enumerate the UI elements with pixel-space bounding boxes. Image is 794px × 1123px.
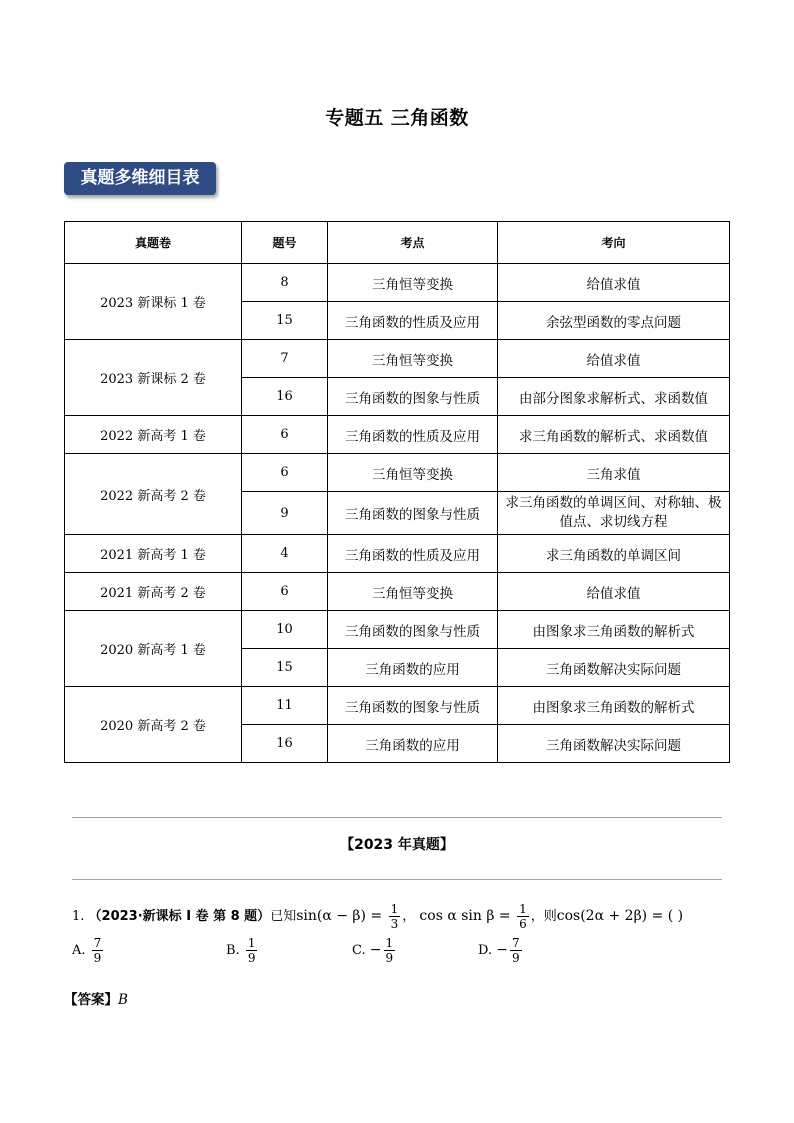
topic-cell: 三角函数的图象与性质 (328, 611, 498, 649)
question-number-cell: 4 (242, 535, 328, 573)
question-number-cell: 15 (242, 649, 328, 687)
direction-cell: 求三角函数的单调区间 (498, 535, 730, 573)
topic-cell: 三角函数的图象与性质 (328, 378, 498, 416)
topic-cell: 三角函数的应用 (328, 649, 498, 687)
question-number-cell: 16 (242, 725, 328, 763)
table-row (65, 573, 730, 611)
paper-cell: 2021 新高考 1 卷 (65, 535, 242, 573)
question-1 (72, 902, 683, 931)
table-row (65, 687, 730, 725)
topic-cell: 三角函数的图象与性质 (328, 687, 498, 725)
question-number-cell: 15 (242, 302, 328, 340)
math-expression: cos α sin β = (419, 908, 516, 924)
table-row (65, 340, 730, 378)
topic-cell: 三角恒等变换 (328, 340, 498, 378)
paper-cell: 2020 新高考 2 卷 (65, 687, 242, 763)
exam-table (64, 221, 730, 763)
question-number-cell: 6 (242, 454, 328, 492)
option-b: B. $\frac{1}{9}$ (226, 936, 256, 965)
topic-cell: 三角恒等变换 (328, 573, 498, 611)
topic-cell: 三角函数的图象与性质 (328, 492, 498, 535)
table-header: 考向 (498, 222, 730, 264)
page-title: 专题五 三角函数 (325, 107, 469, 129)
table-row (65, 535, 730, 573)
table-header: 考点 (328, 222, 498, 264)
table-row (65, 264, 730, 302)
direction-cell: 三角函数解决实际问题 (498, 649, 730, 687)
topic-cell: 三角函数的性质及应用 (328, 416, 498, 454)
direction-cell: 给值求值 (498, 573, 730, 611)
direction-cell: 给值求值 (498, 340, 730, 378)
direction-cell: 给值求值 (498, 264, 730, 302)
paper-cell: 2023 新课标 2 卷 (65, 340, 242, 416)
table-header-row (65, 222, 730, 264)
table-header: 真题卷 (65, 222, 242, 264)
math-expression: cos(2α + 2β) = ( ) (556, 908, 684, 924)
direction-cell: 三角函数解决实际问题 (498, 725, 730, 763)
section-heading: 【2023 年真题】 (340, 837, 454, 853)
direction-cell: 由图象求三角函数的解析式 (498, 611, 730, 649)
topic-cell: 三角函数的应用 (328, 725, 498, 763)
direction-cell: 求三角函数的单调区间、对称轴、极值点、求切线方程 (498, 492, 730, 535)
table-header: 题号 (242, 222, 328, 264)
divider-bottom (72, 879, 722, 880)
fraction: $\frac{1}{3}$ (390, 902, 399, 931)
direction-cell: 余弦型函数的零点问题 (498, 302, 730, 340)
divider-top (72, 817, 722, 818)
table-row (65, 416, 730, 454)
fraction: $\frac{7}{9}$ (93, 936, 102, 965)
option-a: A. $\frac{7}{9}$ (72, 936, 102, 965)
question-number: 1. (72, 909, 85, 924)
answer-value: B (118, 992, 128, 1008)
topic-cell: 三角函数的性质及应用 (328, 535, 498, 573)
math-expression: sin(α − β) = (296, 908, 387, 924)
paper-cell: 2022 新高考 1 卷 (65, 416, 242, 454)
paper-cell: 2023 新课标 1 卷 (65, 264, 242, 340)
fraction: $\frac{1}{6}$ (519, 902, 527, 931)
question-number-cell: 9 (242, 492, 328, 535)
direction-cell: 由部分图象求解析式、求函数值 (498, 378, 730, 416)
paper-cell: 2022 新高考 2 卷 (65, 454, 242, 535)
topic-cell: 三角恒等变换 (328, 454, 498, 492)
question-number-cell: 6 (242, 416, 328, 454)
question-source: （2023·新课标 I 卷 第 8 题） (88, 909, 271, 924)
direction-cell: 求三角函数的解析式、求函数值 (498, 416, 730, 454)
fraction: $\frac{1}{9}$ (385, 936, 394, 965)
direction-cell: 三角求值 (498, 454, 730, 492)
paper-cell: 2021 新高考 2 卷 (65, 573, 242, 611)
separator: ， (402, 909, 416, 924)
fraction: $\frac{7}{9}$ (511, 936, 520, 965)
question-number-cell: 7 (242, 340, 328, 378)
question-number-cell: 10 (242, 611, 328, 649)
question-then: ，则 (530, 909, 557, 924)
direction-cell: 由图象求三角函数的解析式 (498, 687, 730, 725)
table-row (65, 454, 730, 492)
table-row (65, 611, 730, 649)
question-known: 已知 (270, 909, 297, 924)
section-badge: 真题多维细目表 (64, 162, 216, 195)
answer-label: 【答案】 (64, 992, 118, 1008)
option-c: C. − $\frac{1}{9}$ (352, 936, 394, 965)
question-number-cell: 8 (242, 264, 328, 302)
fraction: $\frac{1}{9}$ (247, 936, 256, 965)
question-number-cell: 11 (242, 687, 328, 725)
option-d: D. − $\frac{7}{9}$ (478, 936, 520, 965)
paper-cell: 2020 新高考 1 卷 (65, 611, 242, 687)
answer (64, 988, 128, 1008)
topic-cell: 三角函数的性质及应用 (328, 302, 498, 340)
question-number-cell: 6 (242, 573, 328, 611)
topic-cell: 三角恒等变换 (328, 264, 498, 302)
question-number-cell: 16 (242, 378, 328, 416)
